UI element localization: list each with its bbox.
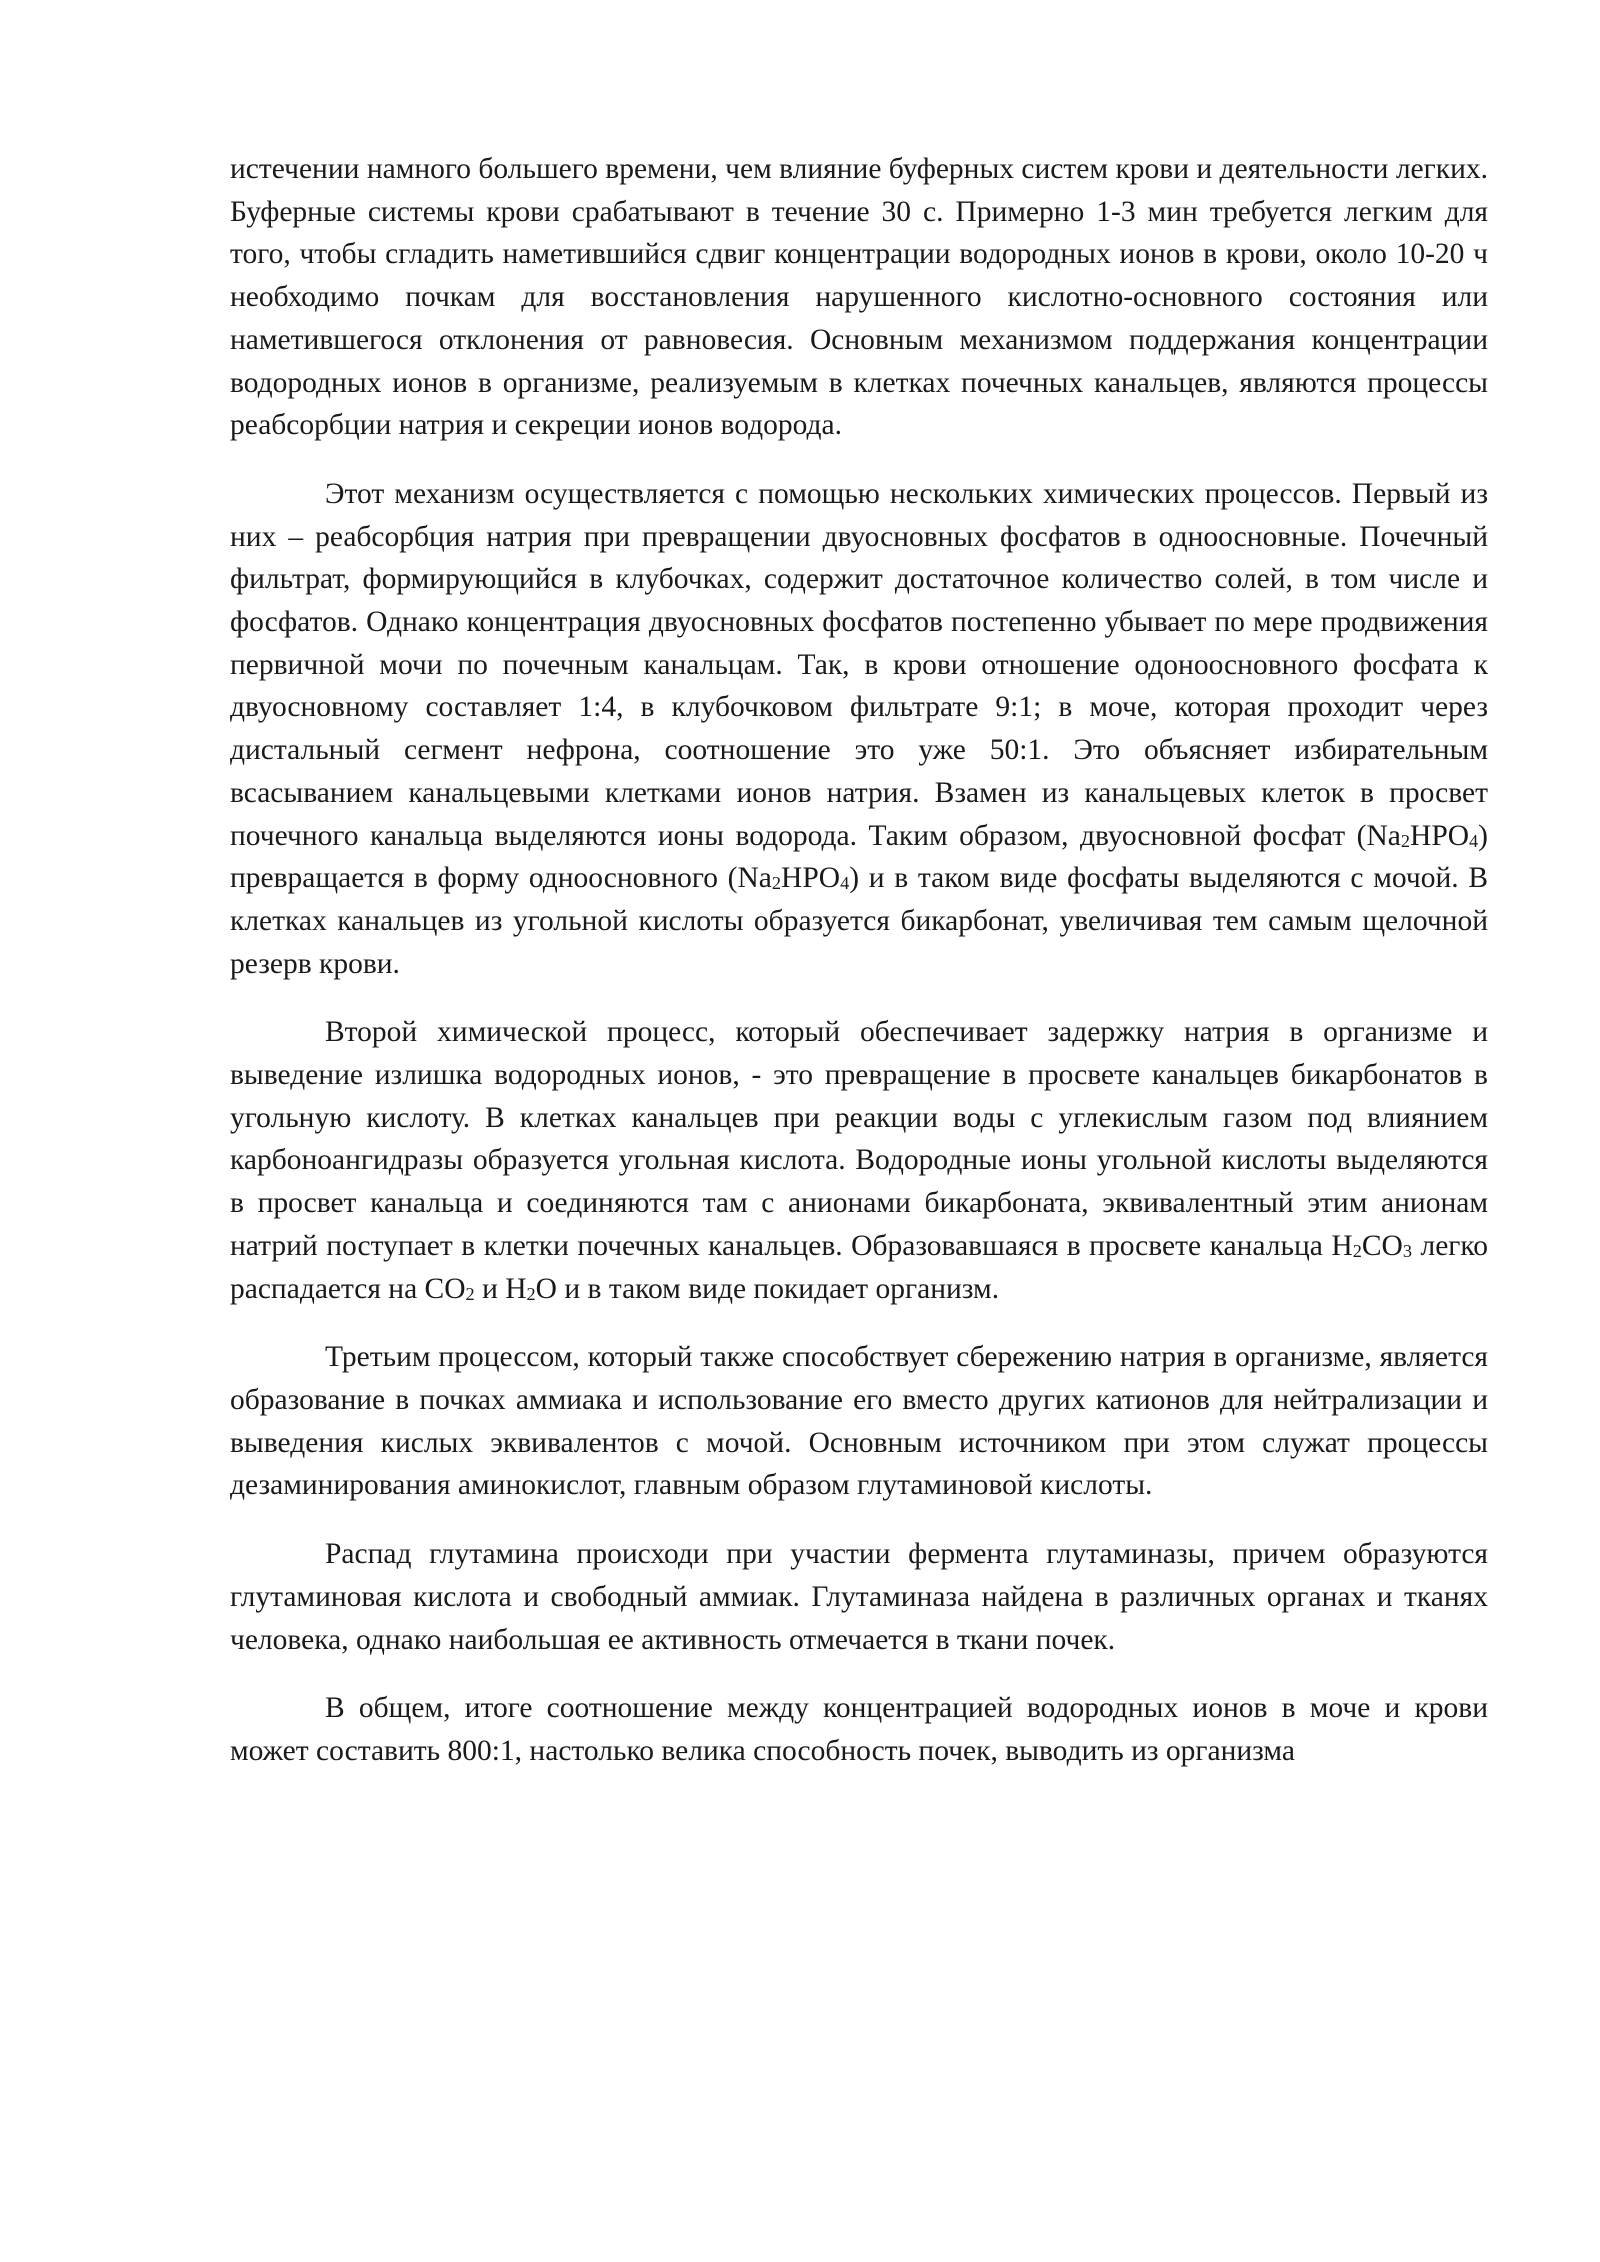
paragraph-text: ) превращается в форму одноосновного (Na — [230, 819, 1488, 895]
paragraph-text: истечении намного большего времени, чем влияние буферных систем крови и деятельности легких. Буферные системы крови срабатывают в течение 30 с. Примерно 1-3 мин требуется легким для того, чтобы сгладить наметившийся сдвиг концентрации водородных ионов в крови, около 10-20 ч необходимо почкам для восстановления нарушенного кислотно-основного состояния или наметившегося отклонения от равновесия. Основным механизмом поддержания концентрации водородных ионов в организме, реализуемым в клетках почечных канальцев, являются процессы реабсорбции натрия и секреции ионов водорода. — [230, 153, 1488, 442]
subscript-text: 2 — [771, 873, 782, 894]
paragraph-text: O и в таком виде покидает организм. — [535, 1272, 1000, 1305]
paragraph-text: ) и в таком виде фосфаты выделяются с мочой. В клетках канальцев из угольной кислоты образуется бикарбонат, увеличивая тем самым щелочной резерв крови. — [230, 862, 1488, 980]
paragraph-5 — [230, 1533, 1488, 1661]
paragraph-text: HPO — [781, 862, 841, 895]
paragraph-1 — [230, 148, 1488, 447]
paragraph-text: HPO — [1410, 819, 1470, 852]
paragraph-text: легко распадается на CO — [230, 1229, 1488, 1305]
subscript-text: 2 — [1400, 830, 1411, 851]
paragraph-6 — [230, 1687, 1488, 1772]
paragraph-3 — [230, 1011, 1488, 1310]
subscript-text: 4 — [840, 873, 850, 894]
subscript-text: 2 — [526, 1283, 536, 1304]
paragraph-text: CO — [1361, 1229, 1403, 1262]
paragraph-text: Третьим процессом, который также способствует сбережению натрия в организме, является образование в почках аммиака и использование его вместо других катионов для нейтрализации и выведения кислых эквивалентов с мочой. Основным источником при этом служат процессы дезаминирования аминокислот, главным образом глутаминовой кислоты. — [230, 1341, 1488, 1502]
paragraph-text: В общем, итоге соотношение между концентрацией водородных ионов в моче и крови может составить 800:1, настолько велика способность почек, выводить из организма — [230, 1692, 1488, 1767]
subscript-text: 3 — [1402, 1241, 1412, 1262]
paragraph-4 — [230, 1336, 1488, 1507]
paragraph-text: Второй химической процесс, который обеспечивает задержку натрия в организме и выведение излишка водородных ионов, - это превращение в просвете канальцев бикарбонатов в угольную кислоту. В клетках канальцев при реакции воды с углекислым газом под влиянием карбоноангидразы образуется угольная кислота. Водородные ионы угольной кислоты выделяются в просвет канальца и соединяются там с анионами бикарбоната, эквивалентный этим анионам натрий поступает в клетки почечных канальцев. Образовавшаяся в просвете канальца H — [230, 1016, 1488, 1262]
subscript-text: 2 — [465, 1283, 475, 1304]
document-page — [230, 148, 1488, 1799]
paragraph-text: и H — [474, 1272, 527, 1305]
subscript-text: 4 — [1469, 830, 1479, 851]
paragraph-text: Распад глутамина происходи при участии фермента глутаминазы, причем образуются глутаминовая кислота и свободный аммиак. Глутаминаза найдена в различных органах и тканях человека, однако наибольшая ее активность отмечается в ткани почек. — [230, 1538, 1488, 1656]
paragraph-2 — [230, 473, 1488, 985]
paragraph-text: Этот механизм осуществляется с помощью нескольких химических процессов. Первый из них – реабсорбция натрия при превращении двуосновных фосфатов в одноосновные. Почечный фильтрат, формирующийся в клубочках, содержит достаточное количество солей, в том числе и фосфатов. Однако концентрация двуосновных фосфатов постепенно убывает по мере продвижения первичной мочи по почечным канальцам. Так, в крови отношение одоноосновного фосфата к двуосновному составляет 1:4, в клубочковом фильтрате 9:1; в моче, которая проходит через дистальный сегмент нефрона, соотношение это уже 50:1. Это объясняет избирательным всасыванием канальцевыми клетками ионов натрия. Взамен из канальцевых клеток в просвет почечного канальца выделяются ионы водорода. Таким образом, двуосновной фосфат (Na — [230, 477, 1488, 852]
subscript-text: 2 — [1352, 1241, 1362, 1262]
